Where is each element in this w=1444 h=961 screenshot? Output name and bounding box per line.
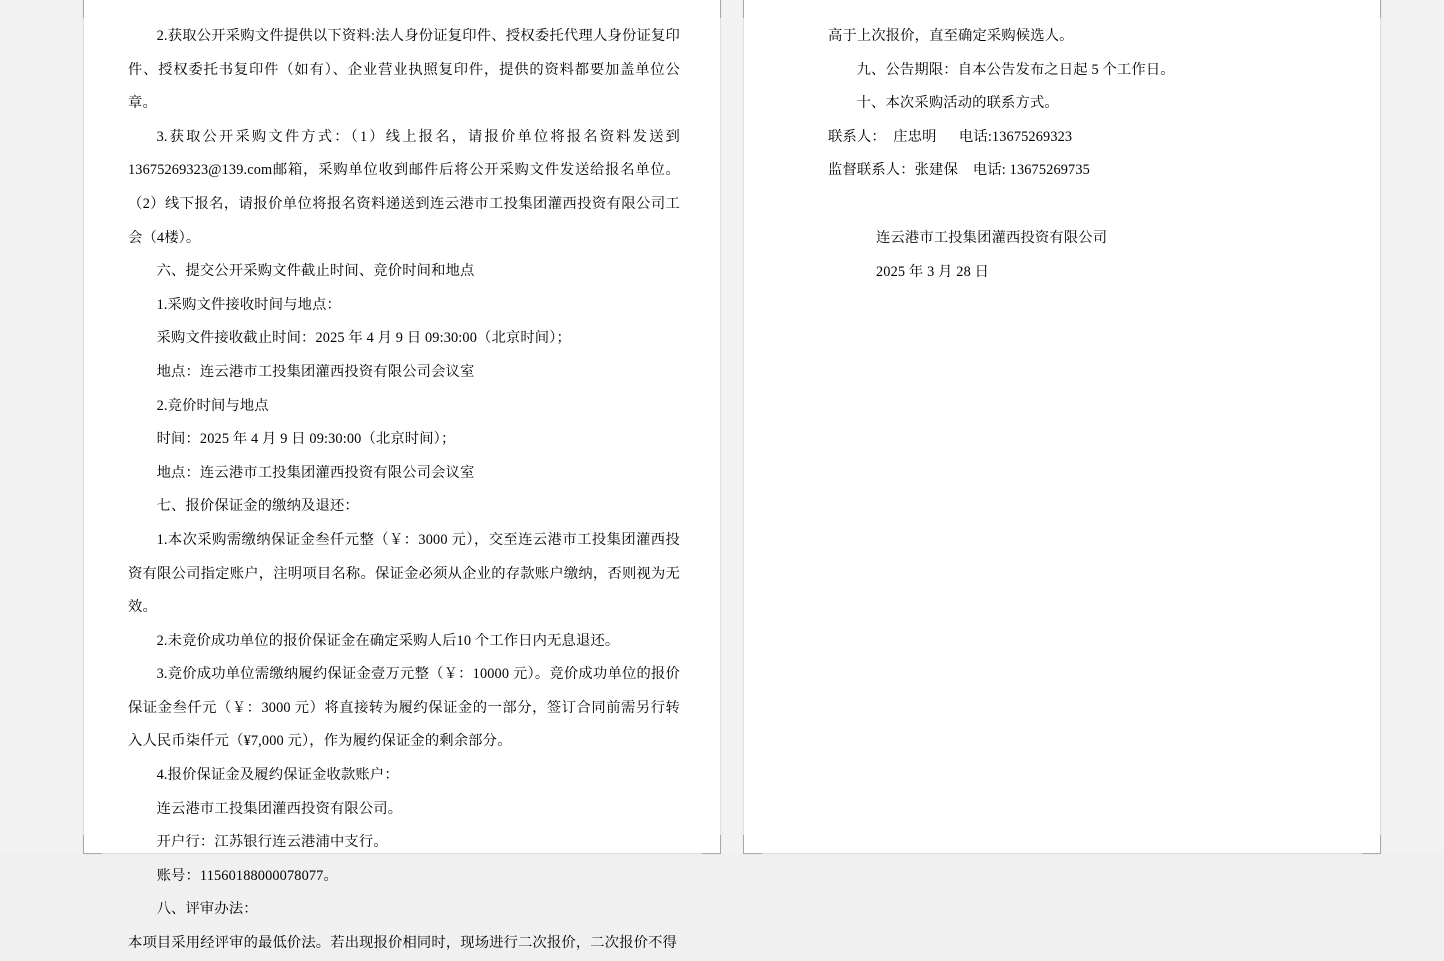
paragraph: 4.报价保证金及履约保证金收款账户：	[156, 767, 399, 784]
paragraph: 2.未竞价成功单位的报价保证金在确定采购人后10 个工作日内无息退还。	[156, 632, 620, 649]
signature-company: 连云港市工投集团灌西投资有限公司	[876, 229, 1108, 246]
paragraph: 时间：2025 年 4 月 9 日 09:30:00（北京时间）；	[156, 431, 456, 448]
contact-line: 监督联系人：张建保 电话: 13675269735	[828, 162, 1090, 179]
paragraph: 十、本次采购活动的联系方式。	[856, 95, 1059, 112]
contact-line: 联系人： 庄忠明 电话:13675269323	[828, 128, 1073, 145]
paragraph: 开户行：江苏银行连云港浦中支行。	[156, 834, 388, 851]
signature-block	[828, 222, 1296, 289]
document-page-left	[84, 0, 720, 952]
crop-mark-top-right	[702, 0, 721, 18]
paragraph: 地点：连云港市工投集团灌西投资有限公司会议室	[156, 363, 475, 380]
paragraph: 1.本次采购需缴纳保证金叁仟元整（￥：3000 元），交至连云港市工投集团灌西投资有限公司指定账户，注明项目名称。保证金必须从企业的存款账户缴纳，否则视为无效。	[128, 531, 680, 616]
signature-date: 2025 年 3 月 28 日	[876, 263, 990, 280]
document-page-right	[744, 0, 1380, 853]
right-page-body	[828, 20, 1296, 289]
paragraph: 采购文件接收截止时间：2025 年 4 月 9 日 09:30:00（北京时间）；	[156, 330, 571, 347]
paragraph: 2.竞价时间与地点	[156, 397, 269, 414]
paragraph: 1.采购文件接收时间与地点：	[156, 296, 341, 313]
crop-mark-bottom-left	[743, 835, 762, 854]
paragraph: 3.获取公开采购文件方式：（1）线上报名，请报价单位将报名资料发送到13675269323@139.com邮箱，采购单位收到邮件后将公开采购文件发送给报名单位。（2）线下报名，请报价单位将报名资料递送到连云港市工投集团灌西投资有限公司工会（4楼）。	[128, 128, 680, 246]
paragraph: 九、公告期限：自本公告发布之日起 5 个工作日。	[856, 61, 1175, 78]
paragraph: 3.竞价成功单位需缴纳履约保证金壹万元整（￥：10000 元）。竞价成功单位的报价保证金叁仟元（￥：3000 元）将直接转为履约保证金的一部分，签订合同前需另行转入人民币柒仟元（¥7,000 元），作为履约保证金的剩余部分。	[128, 666, 680, 750]
paragraph: 高于上次报价，直至确定采购候选人。	[828, 28, 1074, 44]
paragraph: 账号：11560188000078077。	[156, 867, 338, 884]
crop-mark-bottom-right	[702, 835, 721, 854]
crop-mark-bottom-left	[83, 835, 102, 854]
paragraph: 七、报价保证金的缴纳及退还：	[156, 498, 359, 515]
paragraph: 地点：连云港市工投集团灌西投资有限公司会议室	[156, 464, 475, 481]
paragraph: 六、提交公开采购文件截止时间、竞价时间和地点	[156, 263, 475, 280]
paragraph: 本项目采用经评审的最低价法。若出现报价相同时，现场进行二次报价，二次报价不得	[128, 935, 677, 952]
left-page-body	[128, 20, 680, 961]
paragraph: 2.获取公开采购文件提供以下资料:法人身份证复印件、授权委托代理人身份证复印件、授权委托书复印件（如有）、企业营业执照复印件，提供的资料都要加盖单位公章。	[128, 28, 680, 112]
page-gutter	[720, 0, 744, 853]
crop-mark-top-left	[743, 0, 762, 18]
crop-mark-bottom-right	[1362, 835, 1381, 854]
paragraph: 八、评审办法：	[156, 901, 258, 918]
crop-mark-top-right	[1362, 0, 1381, 18]
crop-mark-top-left	[83, 0, 102, 18]
paragraph: 连云港市工投集团灌西投资有限公司。	[156, 800, 403, 817]
